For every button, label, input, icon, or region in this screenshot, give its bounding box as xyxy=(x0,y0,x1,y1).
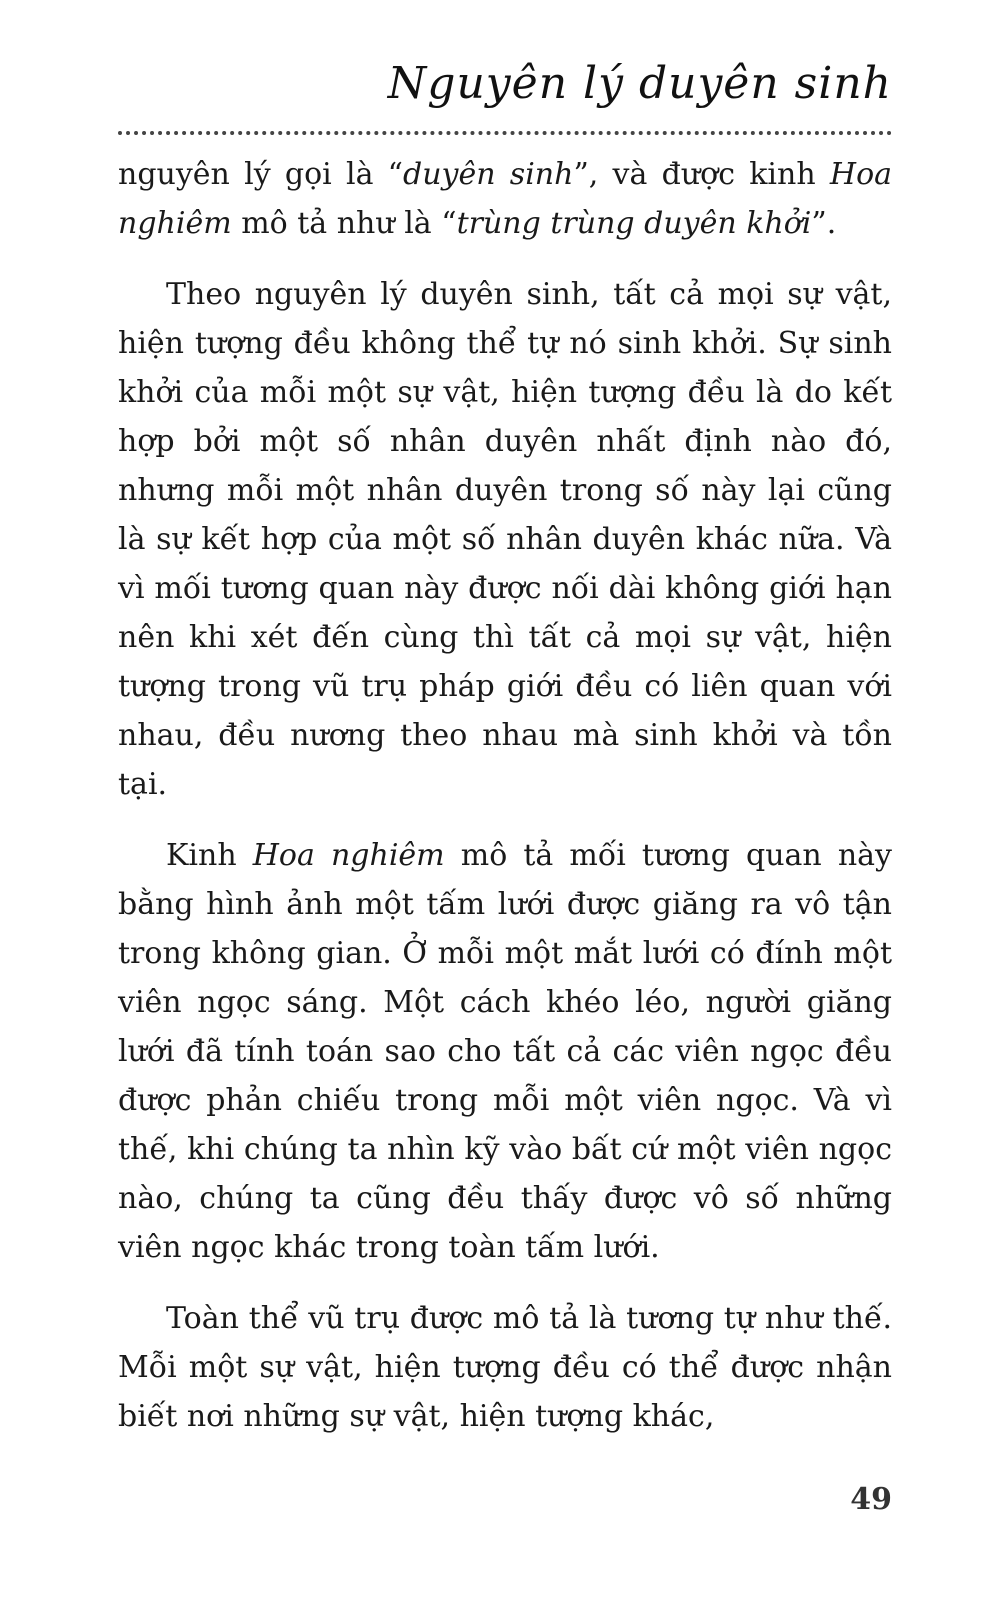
paragraph-1-text-c: mô tả như là “ xyxy=(231,206,457,241)
paragraph-1-text-b: ”, và được kinh xyxy=(573,157,830,192)
running-header-title: Nguyên lý duyên sinh xyxy=(387,58,892,109)
paragraph-2: Theo nguyên lý duyên sinh, tất cả mọi sự vật, hiện tượng đều không thể tự nó sinh khởi. Sự sinh khởi của mỗi một sự vật, hiện tượng đều là do kết hợp bởi một số nhân duyên nhất định nào đó, nhưng mỗi một nhân duyên trong số này lại cũng là sự kết hợp của một số nhân duyên khác nữa. Và vì mối tương quan này được nối dài không giới hạn nên khi xét đến cùng thì tất cả mọi sự vật, hiện tượng trong vũ trụ pháp giới đều có liên quan với nhau, đều nương theo nhau mà sinh khởi và tồn tại. xyxy=(118,277,892,802)
term-trung-trung-duyen-khoi: trùng trùng duyên khởi xyxy=(456,206,812,241)
term-duyen-sinh: duyên sinh xyxy=(403,157,574,192)
paragraph-1-text-d: ”. xyxy=(811,206,837,241)
header-divider xyxy=(118,131,892,135)
page-number: 49 xyxy=(850,1482,892,1517)
paragraph-3 xyxy=(118,831,892,1272)
sutra-title-hoa-nghiem-2: Hoa nghiêm xyxy=(252,838,445,873)
sutra-title-hoa-nghiem: Hoa nghiêm xyxy=(118,157,893,241)
paragraph-1-text-a: nguyên lý gọi là “ xyxy=(118,157,404,192)
paragraph-3-text-a: Kinh xyxy=(166,838,253,873)
paragraph-4: Toàn thể vũ trụ được mô tả là tương tự như thế. Mỗi một sự vật, hiện tượng đều có thể được nhận biết nơi những sự vật, hiện tượng khác, xyxy=(118,1301,892,1434)
paragraph-3-text-b: mô tả mối tương quan này bằng hình ảnh một tấm lưới được giăng ra vô tận trong không gian. Ở mỗi một mắt lưới có đính một viên ngọc sáng. Một cách khéo léo, người giăng lưới đã tính toán sao cho tất cả các viên ngọc đều được phản chiếu trong mỗi một viên ngọc. Và vì thế, khi chúng ta nhìn kỹ vào bất cứ một viên ngọc nào, chúng ta cũng đều thấy được vô số những viên ngọc khác trong toàn tấm lưới. xyxy=(118,838,893,1265)
paragraph-1 xyxy=(118,150,892,248)
body-text xyxy=(118,150,892,1463)
